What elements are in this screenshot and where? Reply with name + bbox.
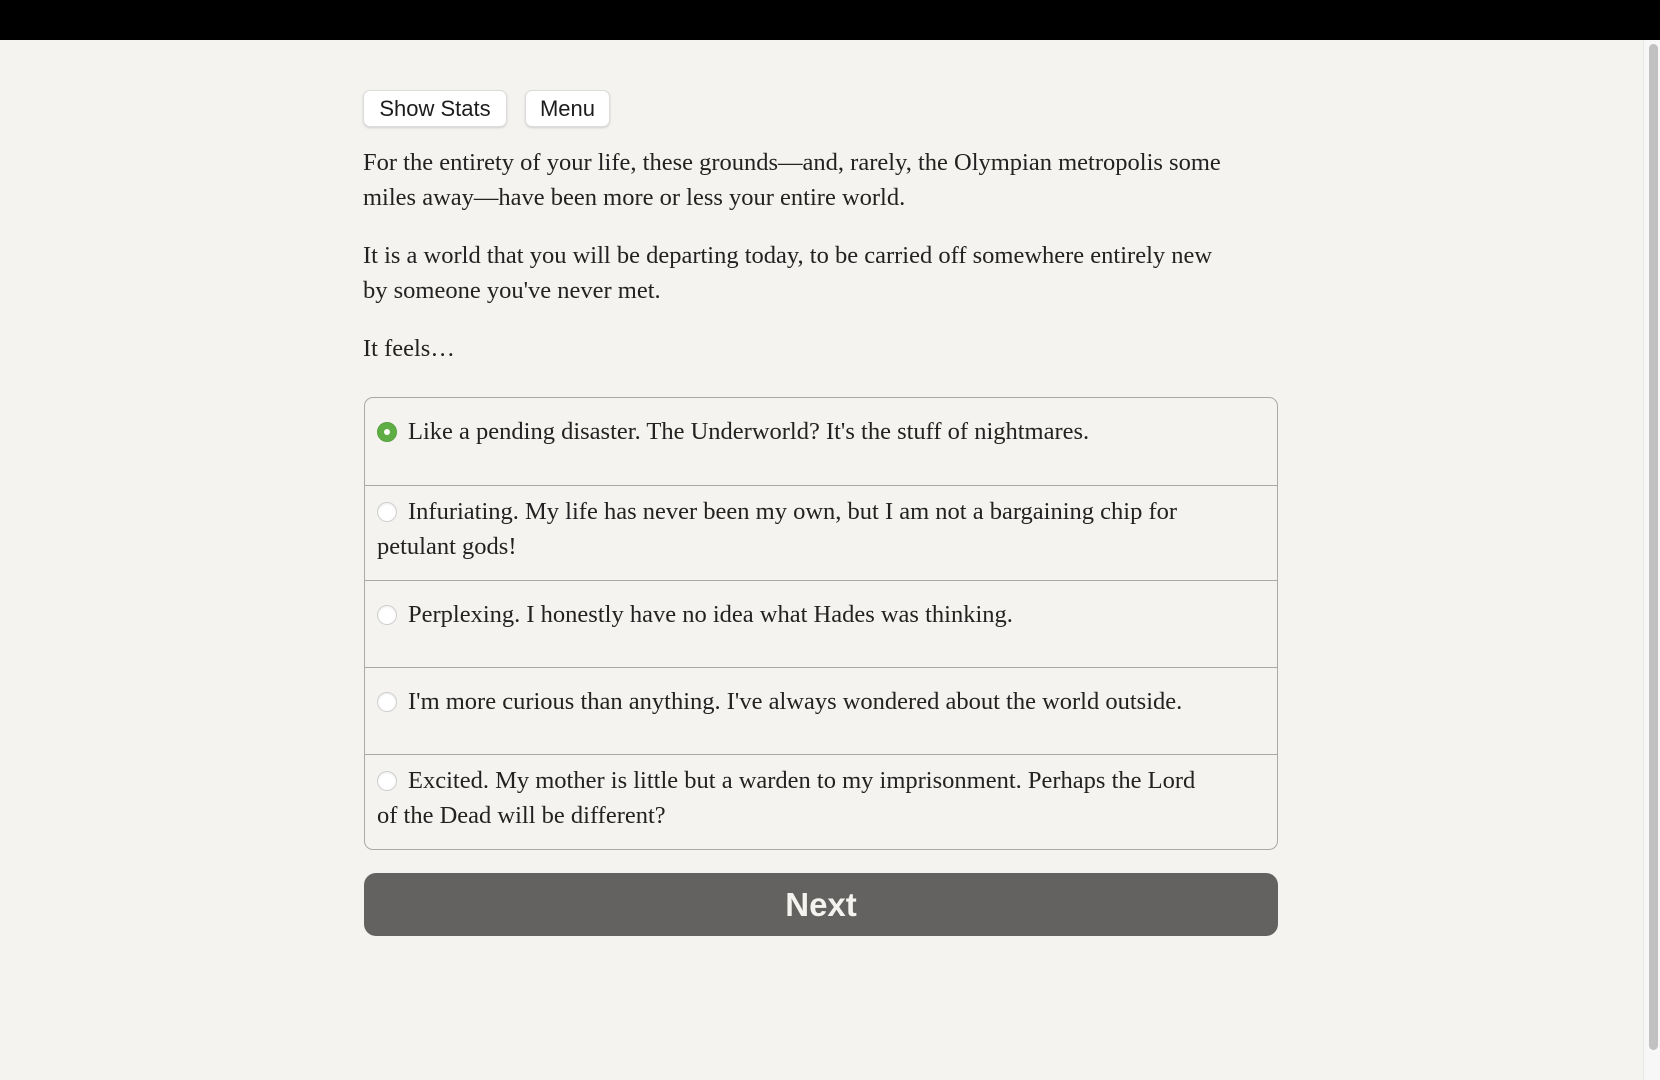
text-line: miles away—have been more or less your entire world. bbox=[363, 184, 906, 211]
show-stats-button[interactable]: Show Stats bbox=[363, 90, 507, 127]
radio-selected-icon[interactable] bbox=[377, 422, 397, 442]
choice-label bbox=[377, 763, 1265, 798]
text-line: It feels… bbox=[363, 335, 455, 362]
story-text bbox=[363, 145, 1279, 389]
choice-option[interactable] bbox=[365, 754, 1277, 849]
text-line: For the entirety of your life, these grounds—and, rarely, the Olympian metropolis some bbox=[363, 149, 1221, 176]
choice-option[interactable] bbox=[365, 485, 1277, 580]
choice-text: Like a pending disaster. The Underworld? It's the stuff of nightmares. bbox=[408, 418, 1090, 445]
next-button[interactable]: Next bbox=[364, 873, 1278, 936]
scrollbar-thumb[interactable] bbox=[1649, 44, 1658, 1050]
choice-option[interactable] bbox=[365, 398, 1277, 485]
choice-text: Excited. My mother is little but a warden to my imprisonment. Perhaps the Lord bbox=[408, 767, 1196, 794]
vertical-scrollbar[interactable] bbox=[1643, 40, 1660, 1080]
choice-label bbox=[377, 414, 1265, 449]
choice-option[interactable] bbox=[365, 580, 1277, 667]
text-line: It is a world that you will be departing today, to be carried off somewhere entirely new bbox=[363, 242, 1213, 269]
radio-unselected-icon[interactable] bbox=[377, 692, 397, 712]
radio-unselected-icon[interactable] bbox=[377, 502, 397, 522]
radio-unselected-icon[interactable] bbox=[377, 605, 397, 625]
story-prompt bbox=[363, 331, 1279, 366]
choice-option[interactable] bbox=[365, 667, 1277, 754]
radio-unselected-icon[interactable] bbox=[377, 771, 397, 791]
story-paragraph bbox=[363, 145, 1279, 215]
choice-text: Infuriating. My life has never been my own, but I am not a bargaining chip for bbox=[408, 498, 1178, 525]
choice-label bbox=[377, 684, 1265, 719]
choice-text: Perplexing. I honestly have no idea what Hades was thinking. bbox=[408, 601, 1013, 628]
toolbar bbox=[363, 90, 610, 127]
choice-text-continued: petulant gods! bbox=[377, 533, 517, 560]
text-line: by someone you've never met. bbox=[363, 277, 661, 304]
choice-text: I'm more curious than anything. I've always wondered about the world outside. bbox=[408, 688, 1183, 715]
story-paragraph bbox=[363, 238, 1279, 308]
menu-button[interactable]: Menu bbox=[525, 90, 610, 127]
choice-text-continued: of the Dead will be different? bbox=[377, 802, 666, 829]
window-top-bar bbox=[0, 0, 1660, 40]
choice-list bbox=[364, 397, 1278, 850]
choice-label bbox=[377, 597, 1265, 632]
choice-label bbox=[377, 494, 1265, 529]
